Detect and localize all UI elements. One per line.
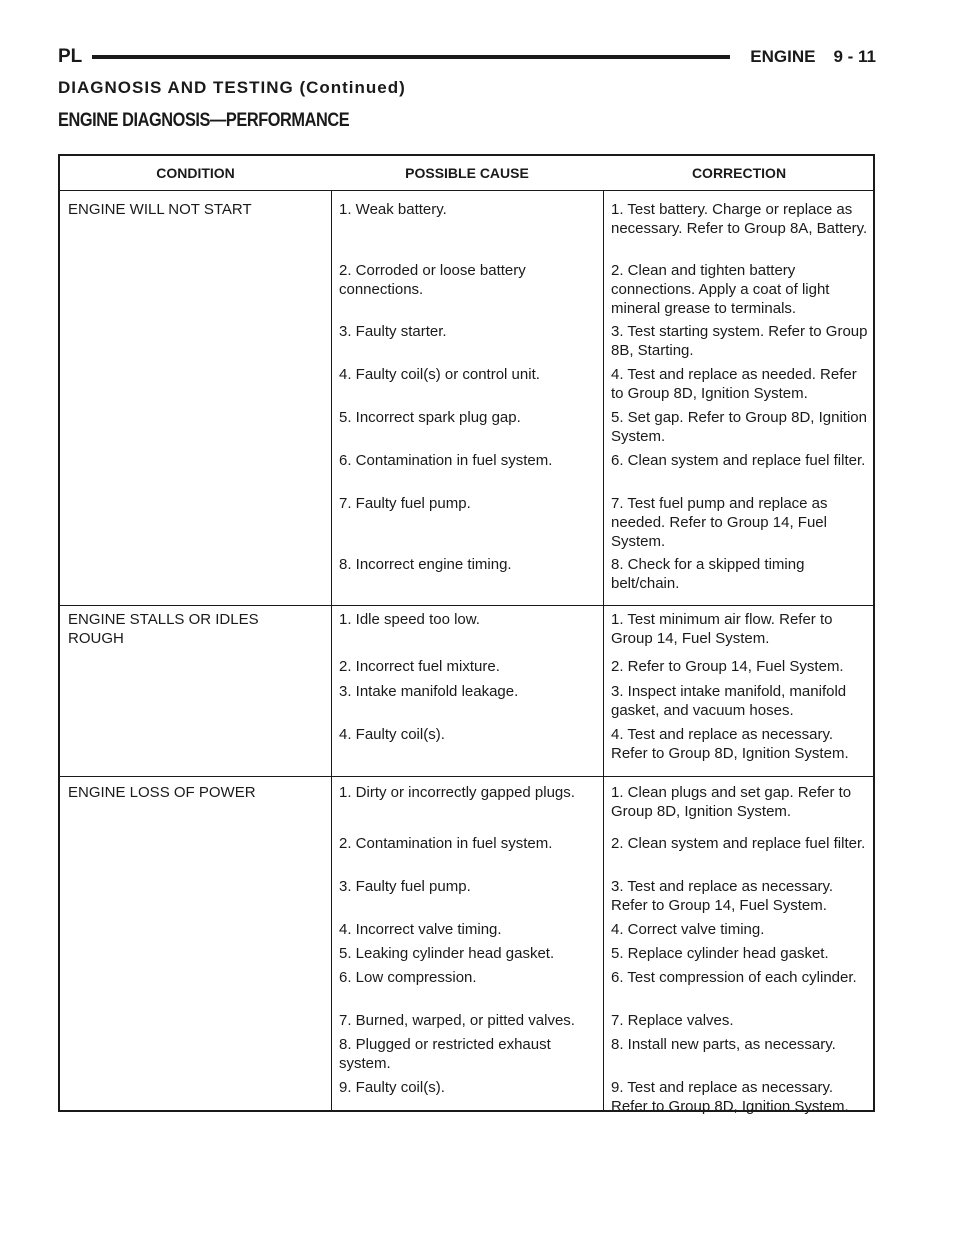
cause-cell: 7. Burned, warped, or pitted valves.	[339, 1012, 575, 1029]
table-group	[60, 605, 873, 777]
correction-cell: 4. Test and replace as needed. Refer to Group 8D, Ignition System.	[611, 366, 857, 402]
cause-cell: 4. Faulty coil(s) or control unit.	[339, 366, 540, 383]
correction-cell: 8. Install new parts, as necessary.	[611, 1036, 836, 1053]
correction-cell: 3. Inspect intake manifold, manifold gasket, and vacuum hoses.	[611, 683, 847, 719]
condition-cell: ENGINE STALLS OR IDLES ROUGH	[68, 611, 259, 647]
table-group	[60, 190, 873, 606]
correction-cell: 5. Replace cylinder head gasket.	[611, 945, 829, 962]
cause-cell: 2. Contamination in fuel system.	[339, 835, 553, 852]
header-page-number: 9 - 11	[833, 47, 876, 66]
correction-cell: 9. Test and replace as necessary. Refer to Group 8D, Ignition System.	[611, 1079, 849, 1115]
header-section: ENGINE	[750, 47, 816, 66]
cause-cell: 7. Faulty fuel pump.	[339, 495, 471, 512]
correction-cell: 7. Test fuel pump and replace as needed. Refer to Group 14, Fuel System.	[611, 495, 828, 550]
correction-cell: 8. Check for a skipped timing belt/chain.	[611, 556, 805, 592]
cause-cell: 2. Corroded or loose battery connections.	[339, 262, 526, 298]
cause-cell: 4. Faulty coil(s).	[339, 726, 445, 743]
correction-cell: 6. Test compression of each cylinder.	[611, 969, 857, 986]
page-title: ENGINE DIAGNOSIS—PERFORMANCE	[58, 110, 350, 131]
correction-cell: 2. Refer to Group 14, Fuel System.	[611, 658, 844, 675]
correction-cell: 7. Replace valves.	[611, 1012, 734, 1029]
cause-cell: 1. Weak battery.	[339, 201, 447, 218]
cause-cell: 6. Contamination in fuel system.	[339, 452, 553, 469]
section-continued-heading: DIAGNOSIS AND TESTING (Continued)	[58, 78, 406, 97]
correction-cell: 3. Test starting system. Refer to Group 8B, Starting.	[611, 323, 868, 359]
column-header-condition: CONDITION	[156, 165, 235, 181]
cause-cell: 1. Idle speed too low.	[339, 611, 480, 628]
condition-cell: ENGINE WILL NOT START	[68, 201, 252, 218]
table-header	[60, 156, 873, 191]
header-left-code: PL	[58, 46, 83, 67]
header-right	[750, 42, 876, 72]
cause-cell: 5. Leaking cylinder head gasket.	[339, 945, 555, 962]
column-header-correction: CORRECTION	[691, 165, 787, 181]
cause-cell: 5. Incorrect spark plug gap.	[339, 409, 521, 426]
cause-cell: 4. Incorrect valve timing.	[339, 921, 502, 938]
diagnosis-table	[58, 154, 875, 1115]
correction-cell: 4. Correct valve timing.	[611, 921, 765, 938]
cause-cell: 2. Incorrect fuel mixture.	[339, 658, 500, 675]
page-header	[58, 42, 876, 72]
cause-cell: 9. Faulty coil(s).	[339, 1079, 445, 1096]
table-group	[60, 776, 873, 1115]
cause-cell: 3. Intake manifold leakage.	[339, 683, 519, 700]
cause-cell: 1. Dirty or incorrectly gapped plugs.	[339, 784, 575, 801]
correction-cell: 2. Clean and tighten battery connections. Apply a coat of light mineral grease to terminals.	[611, 262, 830, 317]
header-rule	[92, 55, 730, 59]
correction-cell: 6. Clean system and replace fuel filter.	[611, 452, 866, 469]
correction-cell: 3. Test and replace as necessary. Refer to Group 14, Fuel System.	[611, 878, 834, 914]
cause-cell: 3. Faulty starter.	[339, 323, 447, 340]
cause-cell: 3. Faulty fuel pump.	[339, 878, 471, 895]
correction-cell: 1. Clean plugs and set gap. Refer to Group 8D, Ignition System.	[611, 784, 852, 820]
column-header-cause: POSSIBLE CAUSE	[405, 165, 529, 181]
correction-cell: 2. Clean system and replace fuel filter.	[611, 835, 866, 852]
correction-cell: 5. Set gap. Refer to Group 8D, Ignition System.	[611, 409, 867, 445]
cause-cell: 8. Incorrect engine timing.	[339, 556, 512, 573]
cause-cell: 6. Low compression.	[339, 969, 477, 986]
correction-cell: 1. Test minimum air flow. Refer to Group 14, Fuel System.	[611, 611, 833, 647]
condition-cell: ENGINE LOSS OF POWER	[68, 784, 256, 801]
correction-cell: 1. Test battery. Charge or replace as necessary. Refer to Group 8A, Battery.	[611, 201, 868, 237]
correction-cell: 4. Test and replace as necessary. Refer to Group 8D, Ignition System.	[611, 726, 849, 762]
cause-cell: 8. Plugged or restricted exhaust system.	[339, 1036, 551, 1072]
